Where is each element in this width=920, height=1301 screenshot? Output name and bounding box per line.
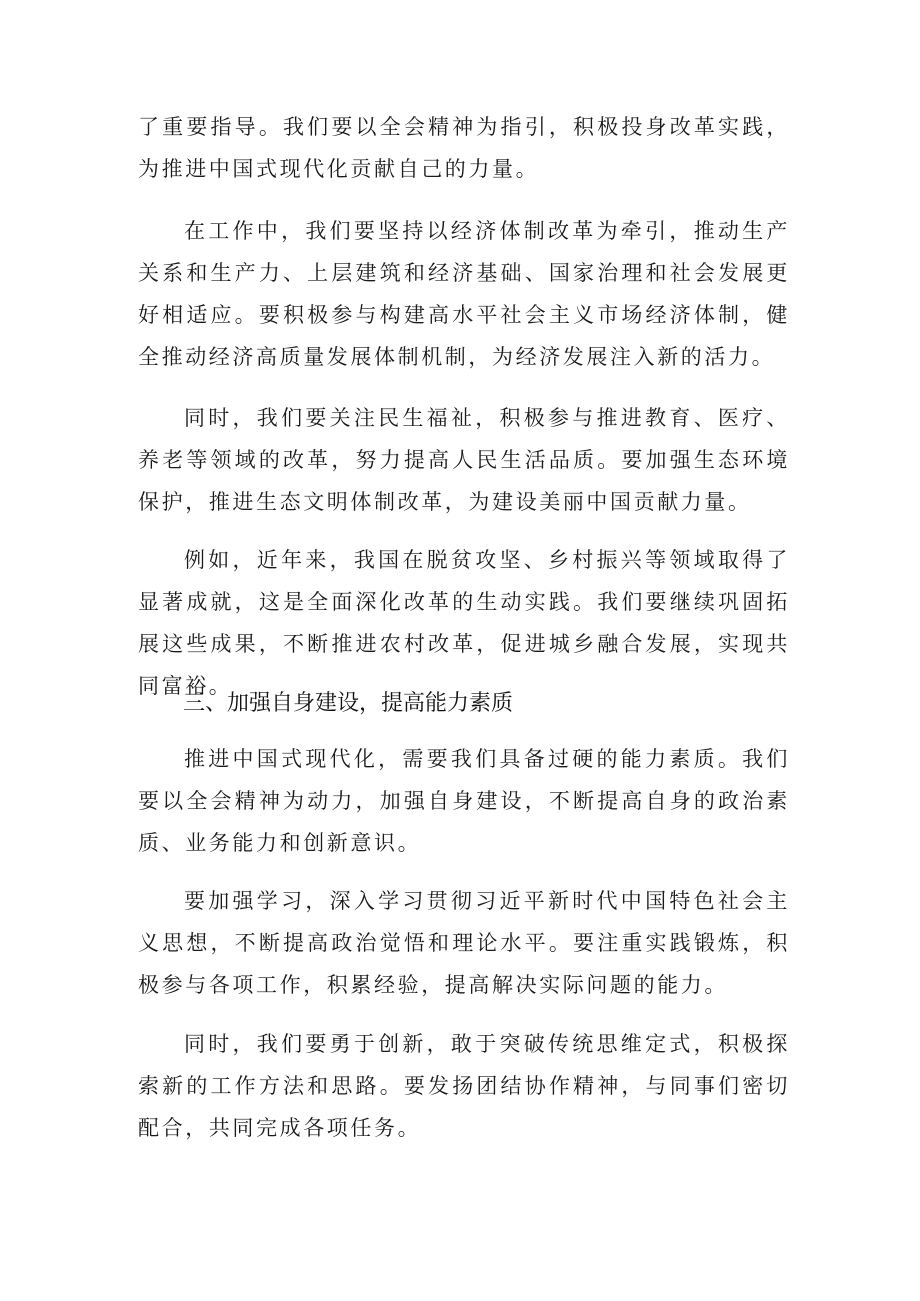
paragraph-ability: 推进中国式现代化，需要我们具备过硬的能力素质。我们要以全会精神为动力，加强自身建设，不断提高自身的政治素质、业务能力和创新意识。 [138, 747, 790, 855]
paragraph-innovation: 同时，我们要勇于创新，敢于突破传统思维定式，积极探索新的工作方法和思路。要发扬团结协作精神，与同事们密切配合，共同完成各项任务。 [138, 1032, 790, 1140]
paragraph-study: 要加强学习，深入学习贯彻习近平新时代中国特色社会主义思想，不断提高政治觉悟和理论水平。要注重实践锻炼，积极参与各项工作，积累经验，提高解决实际问题的能力。 [138, 889, 790, 997]
paragraph-livelihood: 同时，我们要关注民生福祉，积极参与推进教育、医疗、养老等领域的改革，努力提高人民生活品质。要加强生态环境保护，推进生态文明体制改革，为建设美丽中国贡献力量。 [138, 406, 790, 514]
paragraph-example: 例如，近年来，我国在脱贫攻坚、乡村振兴等领域取得了显著成就，这是全面深化改革的生动实践。我们要继续巩固拓展这些成果，不断推进农村改革，促进城乡融合发展，实现共同富裕。 [138, 548, 790, 698]
paragraph-continuation: 了重要指导。我们要以全会精神为指引，积极投身改革实践，为推进中国式现代化贡献自己的力量。 [138, 115, 790, 181]
section-heading: 三、加强自身建设，提高能力素质 [183, 691, 514, 716]
paragraph-economic-reform: 在工作中，我们要坚持以经济体制改革为牵引，推动生产关系和生产力、上层建筑和经济基础、国家治理和社会发展更好相适应。要积极参与构建高水平社会主义市场经济体制，健全推动经济高质量发展体制机制，为经济发展注入新的活力。 [138, 219, 790, 369]
